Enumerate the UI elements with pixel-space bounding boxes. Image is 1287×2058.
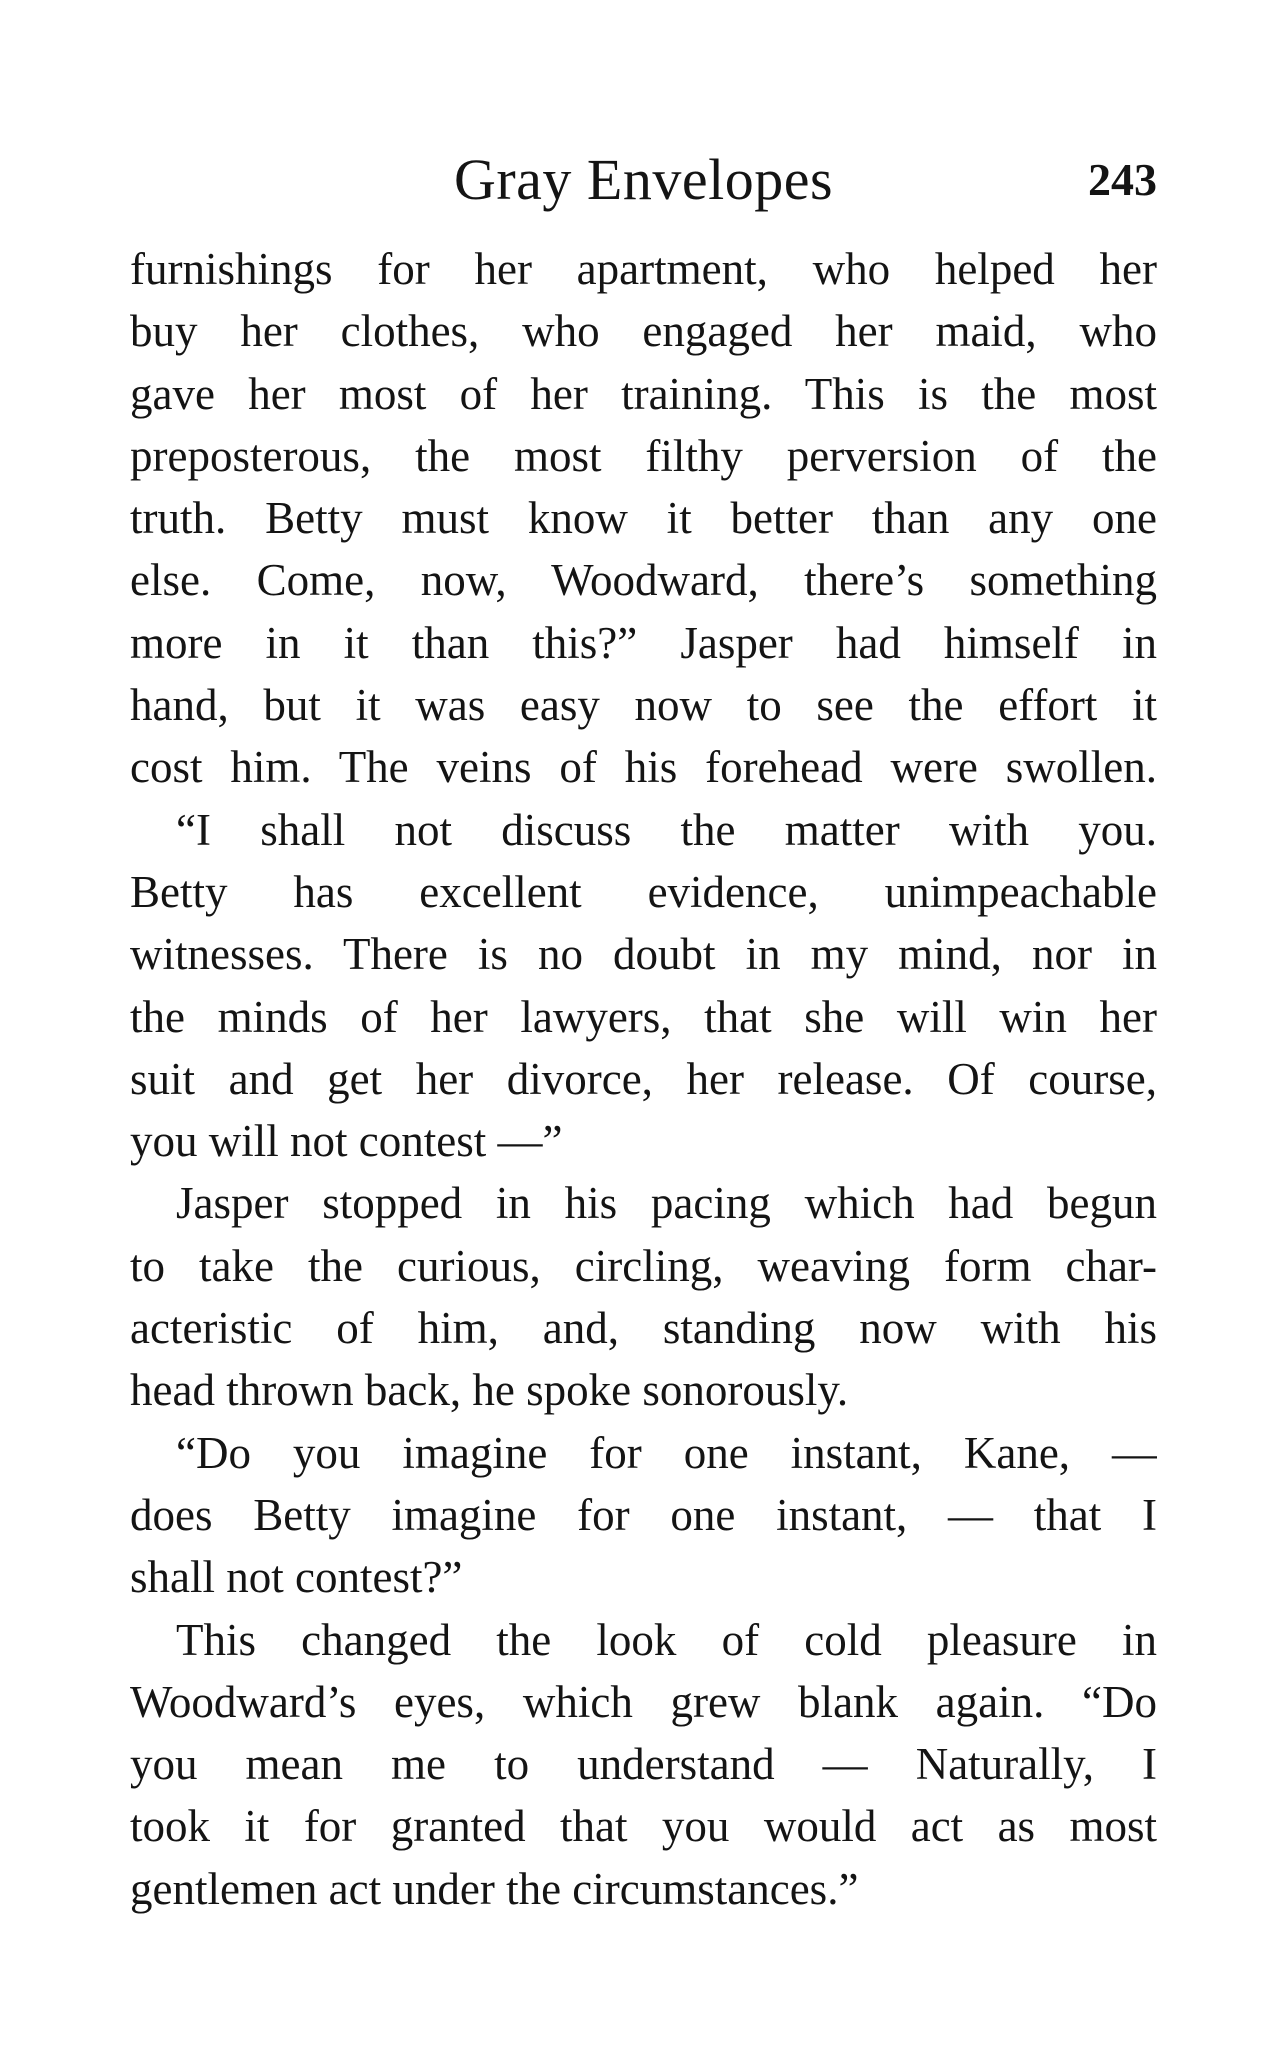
running-title: Gray Envelopes <box>453 147 834 212</box>
text-line: took it for granted that you would act as most <box>130 1801 1157 1852</box>
text-line: to take the curious, circling, weaving form char- <box>130 1240 1157 1291</box>
text-line: shall not contest?” <box>130 1552 463 1603</box>
text-line: else. Come, now, Woodward, there’s something <box>130 555 1157 606</box>
text-line: acteristic of him, and, standing now with his <box>130 1303 1157 1354</box>
body-text <box>130 238 1157 1920</box>
text-line: furnishings for her apartment, who helped her <box>130 244 1157 294</box>
text-line: preposterous, the most filthy perversion of the <box>130 430 1157 481</box>
text-line: you will not contest —” <box>130 1116 563 1167</box>
text-line: gentlemen act under the circumstances.” <box>130 1863 859 1914</box>
text-line: Woodward’s eyes, which grew blank again. “Do <box>130 1676 1157 1727</box>
text-line: “Do you imagine for one instant, Kane, — <box>176 1427 1157 1478</box>
text-line: This changed the look of cold pleasure in <box>176 1614 1157 1665</box>
running-head <box>130 140 1157 220</box>
text-line: suit and get her divorce, her release. Of course, <box>130 1053 1157 1104</box>
text-line: Betty has excellent evidence, unimpeachable <box>130 866 1157 917</box>
text-line: head thrown back, he spoke sonorously. <box>130 1365 849 1416</box>
text-line: truth. Betty must know it better than any one <box>130 493 1157 544</box>
text-line: you mean me to understand — Naturally, I <box>130 1739 1157 1790</box>
text-line: witnesses. There is no doubt in my mind, nor in <box>130 929 1157 980</box>
text-line: hand, but it was easy now to see the effort it <box>130 680 1157 731</box>
text-line: buy her clothes, who engaged her maid, who <box>130 306 1157 357</box>
text-line: “I shall not discuss the matter with you. <box>176 804 1157 855</box>
text-line: more in it than this?” Jasper had himself in <box>130 617 1157 668</box>
text-line: gave her most of her training. This is the most <box>130 368 1157 419</box>
text-line: the minds of her lawyers, that she will win her <box>130 991 1157 1042</box>
text-line: cost him. The veins of his forehead were swollen. <box>130 742 1157 793</box>
text-line: Jasper stopped in his pacing which had begun <box>176 1178 1157 1229</box>
page-number: 243 <box>1088 154 1157 205</box>
text-line: does Betty imagine for one instant, — that I <box>130 1489 1157 1540</box>
